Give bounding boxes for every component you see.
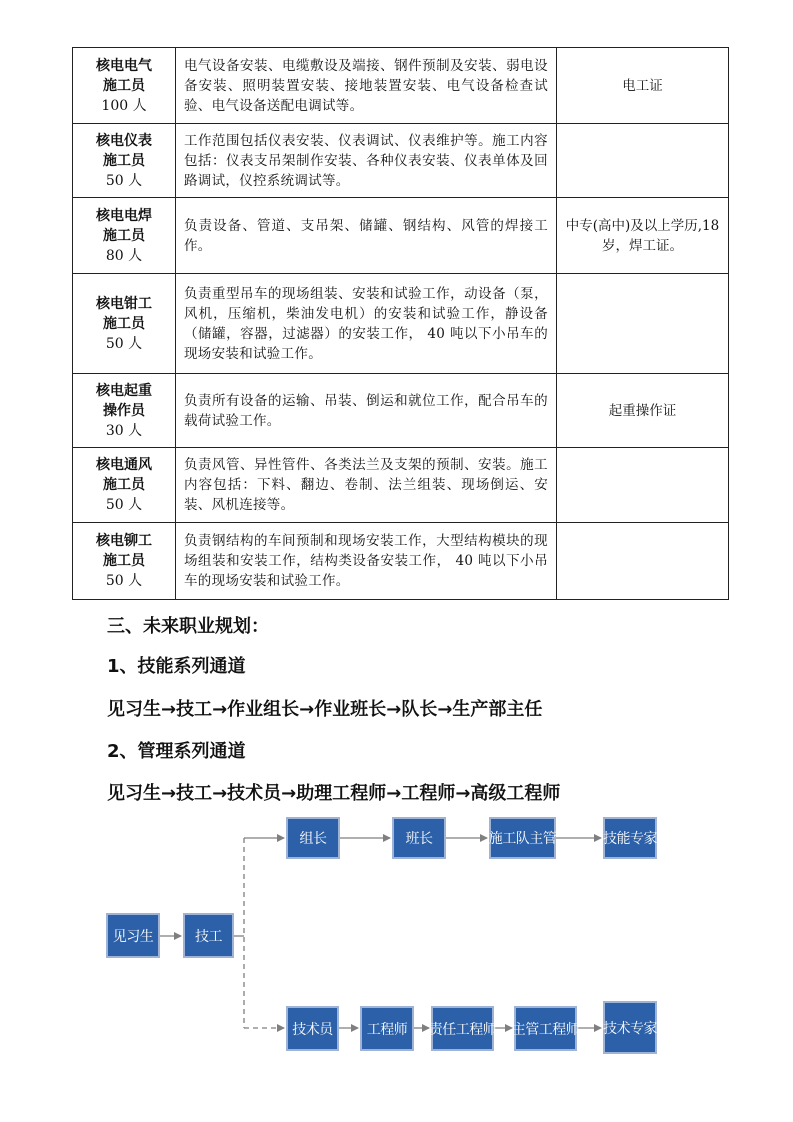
role-description: 负责钢结构的车间预制和现场安装工作，大型结构模块的现场组装和安装工作，结构类设备安装工作， 40 吨以下小吊车的现场安装和试验工作。	[176, 523, 557, 600]
node-trainee: 见习生	[106, 913, 160, 958]
role-description: 负责风管、异性管件、各类法兰及支架的预制、安装。施工内容包括：下料、翻边、卷制、法兰组装、现场倒运、安装、风机连接等。	[176, 448, 557, 523]
node-tech-chief-engineer: 主管工程师	[514, 1006, 577, 1051]
node-skill-group-leader: 组长	[286, 817, 340, 859]
role-count: 100 人	[101, 97, 147, 114]
role-description: 负责重型吊车的现场组装、安装和试验工作，动设备（泵，风机，压缩机，柴油发电机）的安装和试验工作，静设备（储罐，容器，过滤器）的安装工作， 40 吨以下小吊车的现场安装和试验工作。	[176, 274, 557, 374]
node-tech-responsible-engineer: 责任工程师	[431, 1006, 494, 1051]
role-requirement: 中专(高中)及以上学历,18岁，焊工证。	[557, 198, 729, 274]
role-count: 50 人	[105, 573, 143, 589]
node-skill-expert: 技能专家	[603, 817, 657, 859]
role-name-line: 核电钳工	[96, 295, 152, 312]
node-technician: 技工	[183, 913, 234, 958]
role-name-line: 施工员	[103, 152, 145, 169]
role-description: 负责所有设备的运输、吊装、倒运和就位工作，配合吊车的载荷试验工作。	[176, 374, 557, 448]
role-count: 30 人	[105, 422, 143, 439]
role-count: 50 人	[105, 497, 143, 513]
role-name-line: 施工员	[103, 77, 145, 94]
role-name-line: 操作员	[103, 402, 145, 419]
skill-channel-path: 见习生→技工→作业组长→作业班长→队长→生产部主任	[107, 699, 543, 720]
skill-channel-title: 1、技能系列通道	[107, 656, 246, 677]
role-description: 负责设备、管道、支吊架、储罐、钢结构、风管的焊接工作。	[176, 198, 557, 274]
role-name-line: 施工员	[103, 227, 145, 244]
role-name-line: 核电电气	[96, 57, 152, 74]
node-tech-engineer: 工程师	[360, 1006, 414, 1051]
node-skill-team-supervisor: 施工队主管	[489, 817, 556, 859]
section-title: 三、未来职业规划：	[107, 616, 269, 637]
role-description: 工作范围包括仪表安装、仪表调试、仪表维护等。施工内容包括：仪表支吊架制作安装、各种仪表安装、仪表单体及回路调试，仪控系统调试等。	[176, 124, 557, 198]
role-count: 80 人	[105, 247, 143, 264]
role-name-line: 核电通风	[96, 457, 152, 473]
role-name-line: 核电电焊	[96, 207, 152, 224]
role-count: 50 人	[105, 335, 143, 352]
role-requirement: 起重操作证	[557, 374, 729, 448]
node-skill-shift-leader: 班长	[392, 817, 446, 859]
node-tech-expert: 技术专家	[603, 1001, 657, 1054]
role-name-line: 核电仪表	[96, 132, 152, 149]
role-name-line: 施工员	[103, 477, 145, 493]
node-tech-technician: 技术员	[286, 1006, 339, 1051]
mgmt-channel-title: 2、管理系列通道	[107, 741, 246, 762]
role-name-line: 核电起重	[96, 382, 152, 399]
role-name-line: 施工员	[103, 315, 145, 332]
mgmt-channel-path: 见习生→技工→技术员→助理工程师→工程师→高级工程师	[107, 783, 561, 804]
role-description: 电气设备安装、电缆敷设及端接、钢件预制及安装、弱电设备安装、照明装置安装、接地装置安装、电气设备检查试验、电气设备送配电调试等。	[176, 48, 557, 124]
role-count: 50 人	[105, 172, 143, 189]
role-name-line: 施工员	[103, 553, 145, 569]
role-name-line: 核电铆工	[96, 533, 152, 549]
role-requirement: 电工证	[557, 48, 729, 124]
